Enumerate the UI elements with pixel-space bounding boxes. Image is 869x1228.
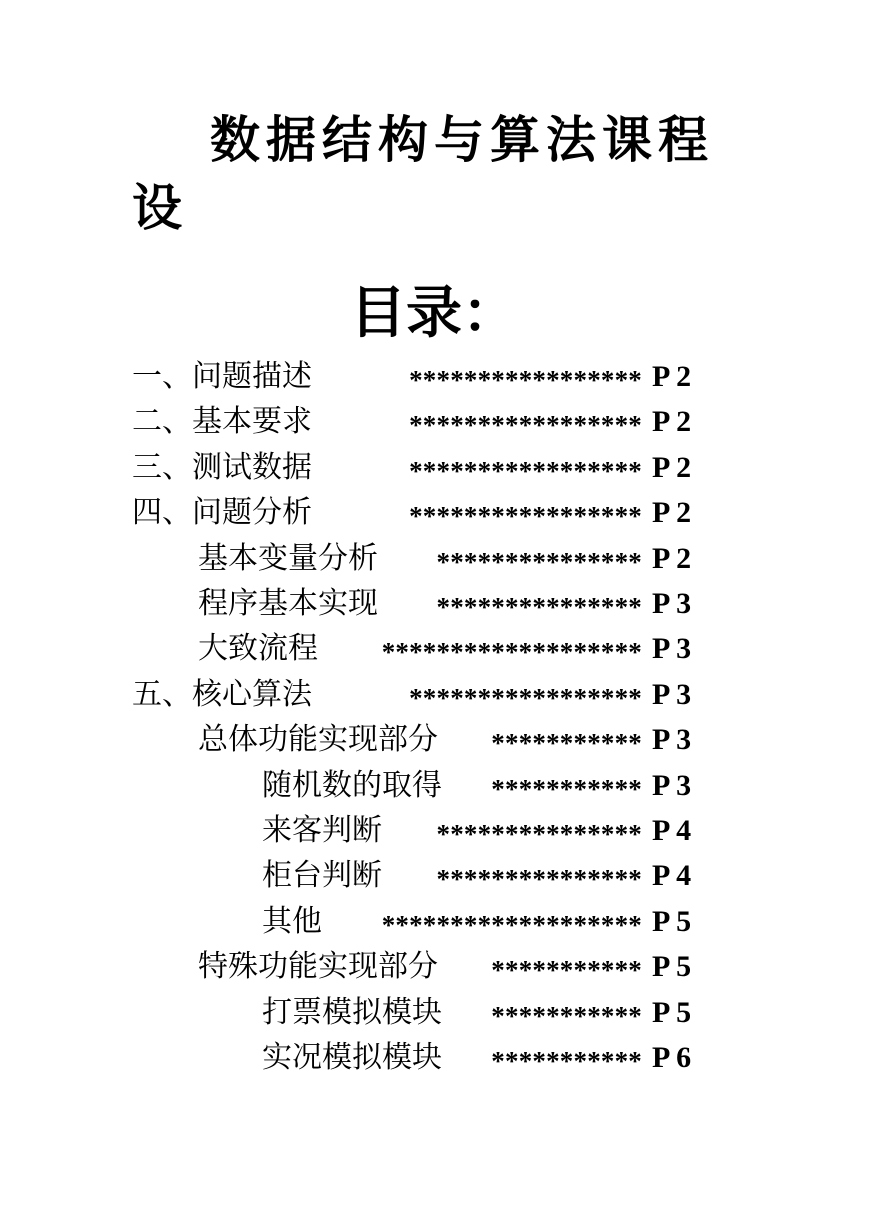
toc-entry xyxy=(0,449,869,487)
toc-entry-label: 来客判断 xyxy=(262,813,382,848)
toc-entry-page-number: P 3 xyxy=(652,587,692,620)
toc-entry-leader: ***************** xyxy=(409,365,642,395)
toc-entry-leader: *************** xyxy=(436,592,642,622)
toc-entry xyxy=(0,585,869,623)
toc-entry xyxy=(0,721,869,759)
toc-entry-page-number: P 5 xyxy=(652,995,692,1029)
toc-entry-leader: ***************** xyxy=(409,501,642,532)
toc-entry-label: 实况模拟模块 xyxy=(262,1040,442,1075)
toc-entry-label: 四、问题分析 xyxy=(132,495,312,531)
toc-entry-page-number: P 2 xyxy=(652,496,692,530)
toc-entry xyxy=(0,857,869,895)
toc-entry-label: 三、测试数据 xyxy=(132,449,312,485)
toc-entry xyxy=(0,903,869,941)
toc-entry-label: 一、问题描述 xyxy=(132,359,312,394)
toc-entry xyxy=(0,403,869,441)
toc-entry-page-number: P 2 xyxy=(652,360,692,393)
toc-entry-leader: *************** xyxy=(436,864,642,895)
toc-entry xyxy=(0,540,869,578)
toc-entry-page-number: P 3 xyxy=(652,677,692,711)
toc-entry-label: 大致流程 xyxy=(198,631,318,667)
toc-entry-leader: ***************** xyxy=(409,455,642,486)
toc-entry-page-number: P 2 xyxy=(652,450,692,484)
document-title-line1: 数据结构与算法课程 xyxy=(210,110,714,169)
toc-entry-leader: *************** xyxy=(436,546,642,577)
toc-entry xyxy=(0,767,869,805)
toc-entry-page-number: P 4 xyxy=(652,814,692,847)
toc-entry-page-number: P 4 xyxy=(652,859,692,893)
toc-entry-label: 随机数的取得 xyxy=(262,767,442,803)
toc-entry xyxy=(0,494,869,532)
toc-entry-label: 五、核心算法 xyxy=(132,676,312,712)
toc-entry-leader: *********** xyxy=(491,955,642,986)
toc-entry-label: 柜台判断 xyxy=(262,858,382,894)
toc-entry-page-number: P 5 xyxy=(652,904,692,938)
toc-entry-page-number: P 2 xyxy=(652,405,692,439)
toc-heading: 目录： xyxy=(350,280,518,346)
toc-entry xyxy=(0,948,869,986)
toc-entry-page-number: P 5 xyxy=(652,950,692,984)
toc-entry-leader: *********** xyxy=(491,773,642,804)
toc-entry-page-number: P 6 xyxy=(652,1041,692,1074)
toc-entry-leader: ******************* xyxy=(381,637,642,668)
toc-entry-leader: ******************* xyxy=(381,909,642,940)
toc-entry xyxy=(0,676,869,714)
toc-entry-label: 打票模拟模块 xyxy=(262,994,442,1030)
toc-entry xyxy=(0,812,869,850)
toc-entry-label: 二、基本要求 xyxy=(132,404,312,440)
toc-entry-label: 其他 xyxy=(262,903,322,939)
toc-entry-leader: ***************** xyxy=(409,682,642,713)
toc-entry xyxy=(0,1039,869,1077)
toc-entry xyxy=(0,994,869,1032)
toc-entry-page-number: P 2 xyxy=(652,541,692,575)
toc-entry-page-number: P 3 xyxy=(652,723,692,757)
toc-entry-label: 程序基本实现 xyxy=(198,586,378,621)
toc-entry-page-number: P 3 xyxy=(652,768,692,802)
toc-entry-page-number: P 3 xyxy=(652,632,692,666)
toc-entry xyxy=(0,358,869,396)
toc-entry-leader: *********** xyxy=(491,1000,642,1031)
toc-entry-label: 总体功能实现部分 xyxy=(198,722,438,758)
toc-entry-leader: *********** xyxy=(491,1046,642,1076)
toc-entry-leader: ***************** xyxy=(409,410,642,441)
document-title-line2: 设 xyxy=(132,178,182,237)
toc-entry-leader: *************** xyxy=(436,819,642,849)
toc-entry-label: 特殊功能实现部分 xyxy=(198,949,438,985)
toc-entry-leader: *********** xyxy=(491,728,642,759)
toc-entry-label: 基本变量分析 xyxy=(198,540,378,576)
toc-entry xyxy=(0,630,869,668)
